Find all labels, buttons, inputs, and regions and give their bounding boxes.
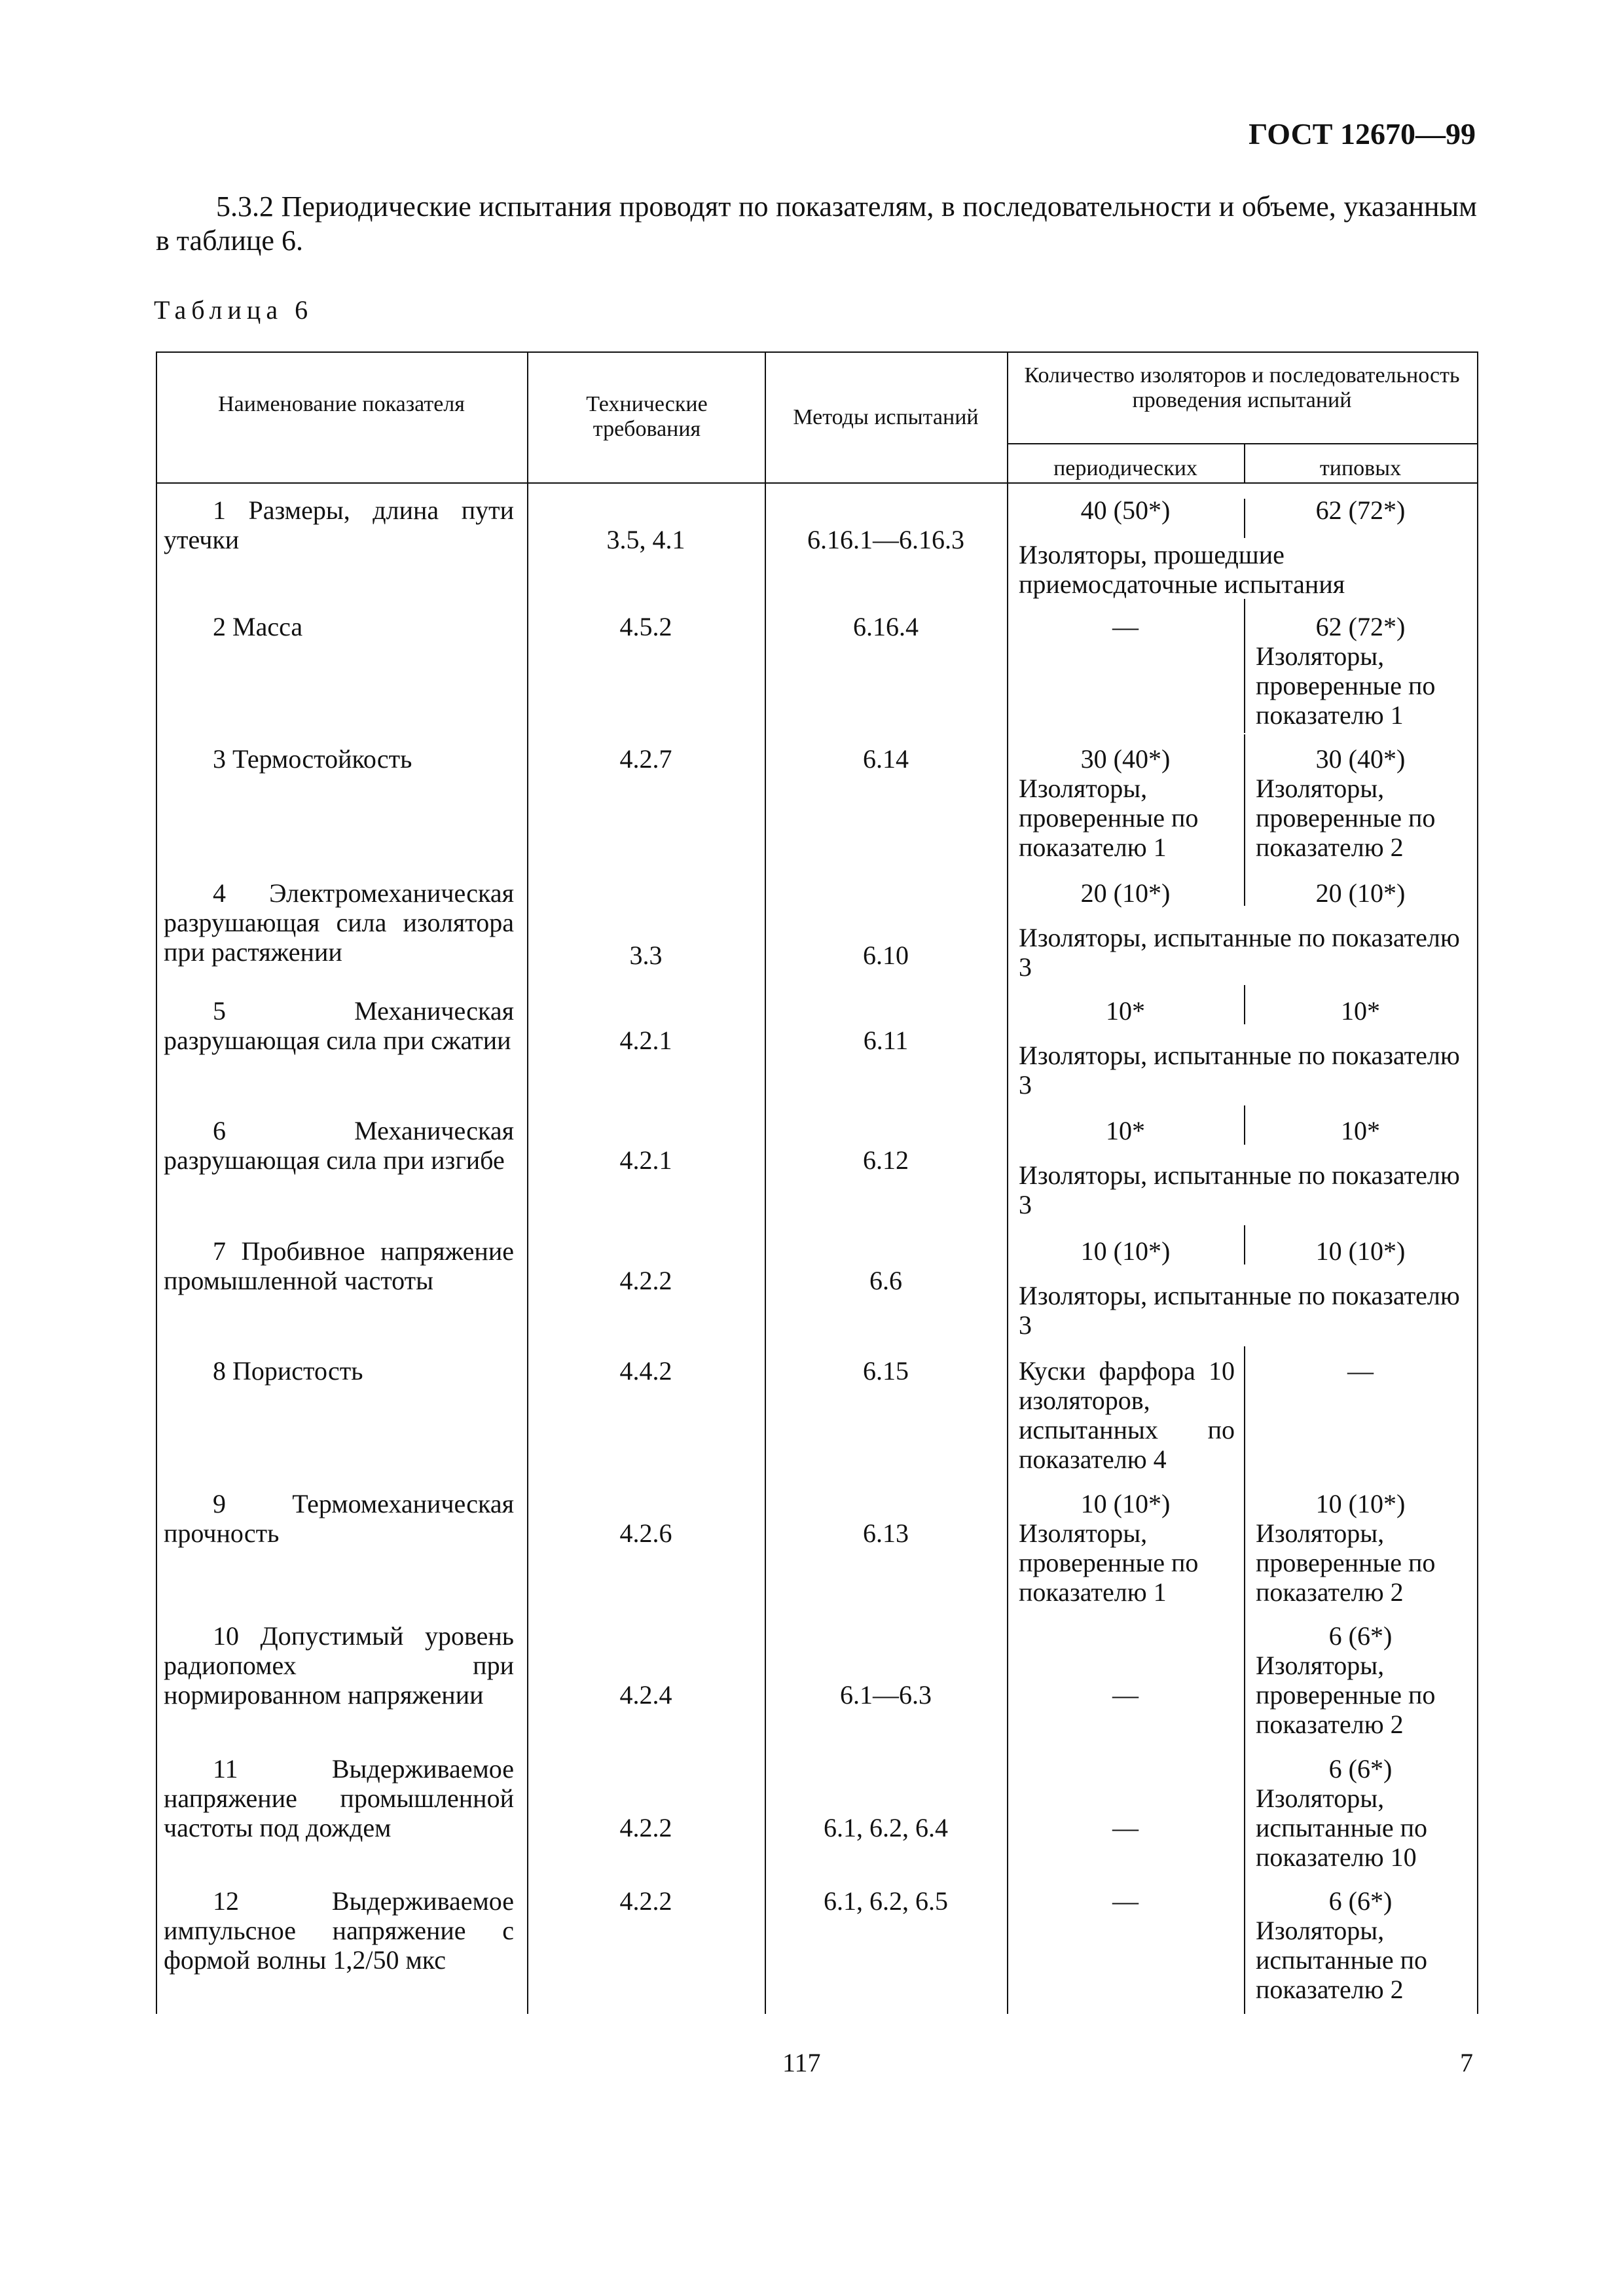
row-9-periodic: 10 (10*) xyxy=(1080,1489,1171,1518)
row-4-type: 20 (10*) xyxy=(1315,878,1406,908)
page-number-right: 7 xyxy=(1460,2048,1473,2077)
row-5-periodic: 10* xyxy=(1106,996,1145,1026)
row-9-req: 4.2.6 xyxy=(619,1518,672,1548)
row-4-method: 6.10 xyxy=(863,941,909,970)
intro-paragraph: 5.3.2 Периодические испытания проводят по показателям, в последовательности и объеме, указанным в таблице 6. xyxy=(156,190,1477,257)
row-3-type: 30 (40*) xyxy=(1315,744,1406,774)
row-1-method: 6.16.1—6.16.3 xyxy=(807,525,964,554)
row-9-type: 10 (10*) xyxy=(1315,1489,1406,1518)
row-11-name: 11 Выдерживаемое напряжение промышленной частоты под дождем xyxy=(164,1754,514,1842)
row-10-type-note: Изоляторы, проверенные по показателю 2 xyxy=(1256,1651,1436,1739)
row-11-req: 4.2.2 xyxy=(619,1813,672,1842)
row-5-type: 10* xyxy=(1341,996,1380,1026)
row-6-name: 6 Механическая разрушающая сила при изгибе xyxy=(164,1116,514,1175)
row-11-method: 6.1, 6.2, 6.4 xyxy=(824,1813,948,1842)
row-12-type: 6 (6*) xyxy=(1328,1886,1393,1916)
table-rule xyxy=(1007,443,1477,444)
row-6-req: 4.2.1 xyxy=(619,1145,672,1175)
row-9-name: 9 Термомеханическая прочность xyxy=(164,1489,514,1548)
table-rule xyxy=(1007,351,1008,2014)
row-4-req: 3.3 xyxy=(629,941,663,970)
row-8-type: — xyxy=(1347,1356,1374,1386)
row-12-method: 6.1, 6.2, 6.5 xyxy=(824,1886,948,1916)
row-1-type: 62 (72*) xyxy=(1315,495,1406,525)
row-1-req: 3.5, 4.1 xyxy=(606,525,685,554)
header-name: Наименование показателя xyxy=(218,392,465,416)
row-8-periodic: Куски фарфора 10 изоляторов, испытанных по показателю 4 xyxy=(1019,1356,1235,1474)
row-3-req: 4.2.7 xyxy=(619,744,672,774)
row-6-note: Изоляторы, испытанные по показателю 3 xyxy=(1019,1160,1460,1219)
header-quantity: Количество изоляторов и последовательность проведения испытаний xyxy=(1024,363,1460,412)
row-12-name: 12 Выдерживаемое импульсное напряжение с формой волны 1,2/50 мкс xyxy=(164,1886,514,1975)
row-6-method: 6.12 xyxy=(863,1145,909,1175)
row-3-type-note: Изоляторы, проверенные по показателю 2 xyxy=(1256,774,1436,862)
row-8-name: 8 Пористость xyxy=(213,1356,363,1386)
row-1-note: Изоляторы, прошедшие приемосдаточные испытания xyxy=(1019,540,1345,599)
row-5-note: Изоляторы, испытанные по показателю 3 xyxy=(1019,1041,1460,1100)
row-10-method: 6.1—6.3 xyxy=(840,1680,932,1710)
row-4-name: 4 Электромеханическая разрушающая сила изолятора при растяжении xyxy=(164,878,514,967)
row-3-periodic-note: Изоляторы, проверенные по показателю 1 xyxy=(1019,774,1199,862)
header-requirements: Технические требования xyxy=(586,392,708,441)
row-7-name: 7 Пробивное напряжение промышленной частоты xyxy=(164,1236,514,1295)
row-11-type-note: Изоляторы, испытанные по показателю 10 xyxy=(1256,1784,1428,1872)
row-4-periodic: 20 (10*) xyxy=(1080,878,1171,908)
table-6 xyxy=(156,351,1478,2014)
row-11-periodic: — xyxy=(1112,1813,1139,1842)
header-type: типовых xyxy=(1319,456,1402,480)
row-7-periodic: 10 (10*) xyxy=(1080,1236,1171,1266)
row-2-method: 6.16.4 xyxy=(853,612,919,641)
row-10-name: 10 Допустимый уровень радиопомех при нормированном напряжении xyxy=(164,1621,514,1710)
row-9-method: 6.13 xyxy=(863,1518,909,1548)
row-9-periodic-note: Изоляторы, проверенные по показателю 1 xyxy=(1019,1518,1199,1607)
row-10-periodic: — xyxy=(1112,1680,1139,1710)
row-7-req: 4.2.2 xyxy=(619,1266,672,1295)
row-4-note: Изоляторы, испытанные по показателю 3 xyxy=(1019,923,1460,982)
row-7-type: 10 (10*) xyxy=(1315,1236,1406,1266)
header-periodic: периодических xyxy=(1053,456,1197,480)
row-8-method: 6.15 xyxy=(863,1356,909,1386)
row-2-type: 62 (72*) xyxy=(1315,612,1406,641)
header-methods: Методы испытаний xyxy=(793,405,979,429)
table-rule xyxy=(156,351,157,2014)
document-code: ГОСТ 12670—99 xyxy=(1249,117,1476,151)
row-10-type: 6 (6*) xyxy=(1328,1621,1393,1651)
row-3-method: 6.14 xyxy=(863,744,909,774)
row-2-periodic: — xyxy=(1112,612,1139,641)
row-8-req: 4.4.2 xyxy=(619,1356,672,1386)
row-2-type-note: Изоляторы, проверенные по показателю 1 xyxy=(1256,641,1436,730)
table-rule xyxy=(765,351,766,2014)
row-6-type: 10* xyxy=(1341,1116,1380,1145)
row-9-type-note: Изоляторы, проверенные по показателю 2 xyxy=(1256,1518,1436,1607)
table-caption: Таблица 6 xyxy=(154,295,314,325)
row-2-req: 4.5.2 xyxy=(619,612,672,641)
page-number-center: 117 xyxy=(782,2048,821,2077)
row-7-method: 6.6 xyxy=(869,1266,902,1295)
row-5-name: 5 Механическая разрушающая сила при сжатии xyxy=(164,996,514,1055)
row-3-periodic: 30 (40*) xyxy=(1080,744,1171,774)
row-3-name: 3 Термостойкость xyxy=(213,744,412,774)
row-12-type-note: Изоляторы, испытанные по показателю 2 xyxy=(1256,1916,1428,2004)
row-11-type: 6 (6*) xyxy=(1328,1754,1393,1784)
row-12-periodic: — xyxy=(1112,1886,1139,1916)
row-7-note: Изоляторы, испытанные по показателю 3 xyxy=(1019,1281,1460,1340)
table-rule xyxy=(1477,351,1478,2014)
row-1-periodic: 40 (50*) xyxy=(1080,495,1171,525)
row-6-periodic: 10* xyxy=(1106,1116,1145,1145)
table-rule xyxy=(156,482,1478,484)
row-5-method: 6.11 xyxy=(863,1026,909,1055)
row-1-name: 1 Размеры, длина пути утечки xyxy=(164,495,514,554)
row-2-name: 2 Масса xyxy=(213,612,303,641)
table-rule xyxy=(156,351,1478,353)
row-10-req: 4.2.4 xyxy=(619,1680,672,1710)
row-12-req: 4.2.2 xyxy=(619,1886,672,1916)
table-rule xyxy=(527,351,528,2014)
row-5-req: 4.2.1 xyxy=(619,1026,672,1055)
